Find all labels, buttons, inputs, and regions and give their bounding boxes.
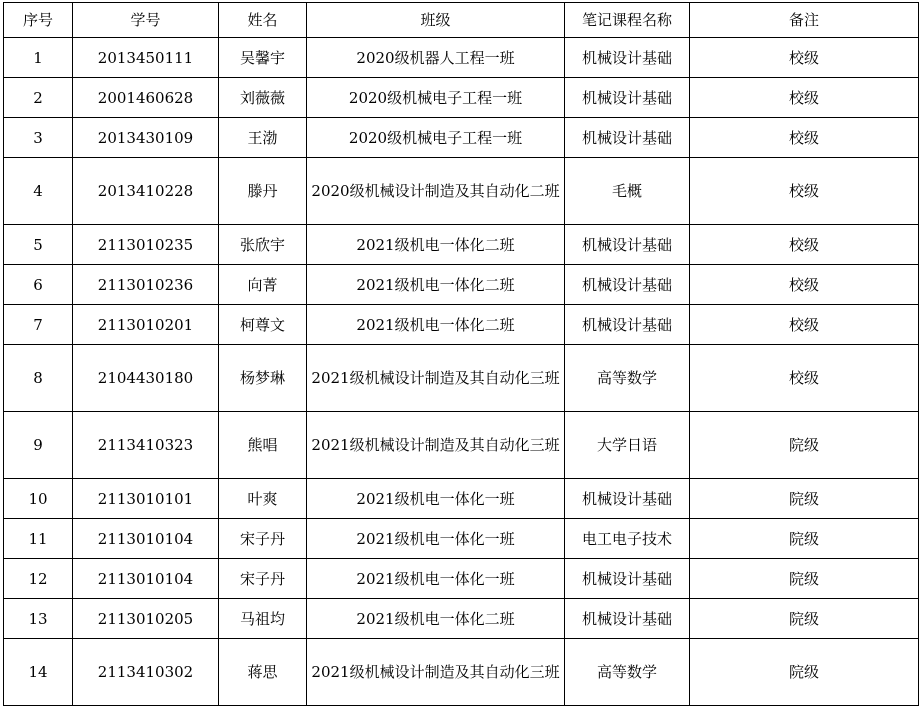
cell-serial-number: 10 xyxy=(4,479,73,519)
cell-serial-number: 12 xyxy=(4,559,73,599)
table-row xyxy=(4,639,919,706)
cell-student-id: 2113010236 xyxy=(73,265,219,305)
table-row xyxy=(4,412,919,479)
table-row xyxy=(4,519,919,559)
class-text: 2020级机械电子工程一班 xyxy=(348,88,523,107)
cell-remark: 院级 xyxy=(690,599,919,639)
cell-class xyxy=(307,412,565,479)
cell-serial-number: 5 xyxy=(4,225,73,265)
cell-serial-number: 6 xyxy=(4,265,73,305)
cell-name: 吴馨宇 xyxy=(219,38,307,78)
header-remark: 备注 xyxy=(690,3,919,38)
cell-serial-number: 9 xyxy=(4,412,73,479)
header-student-id: 学号 xyxy=(73,3,219,38)
class-text: 2021级机电一体化二班 xyxy=(356,609,515,628)
table-row xyxy=(4,265,919,305)
cell-name: 蒋思 xyxy=(219,639,307,706)
cell-class xyxy=(307,265,565,305)
header-name: 姓名 xyxy=(219,3,307,38)
cell-name: 叶爽 xyxy=(219,479,307,519)
cell-class xyxy=(307,599,565,639)
cell-serial-number: 2 xyxy=(4,78,73,118)
cell-student-id: 2113410323 xyxy=(73,412,219,479)
cell-serial-number: 14 xyxy=(4,639,73,706)
cell-class xyxy=(307,158,565,225)
class-text: 2020级机械电子工程一班 xyxy=(348,128,523,147)
cell-class xyxy=(307,519,565,559)
cell-student-id: 2113010104 xyxy=(73,559,219,599)
cell-serial-number: 1 xyxy=(4,38,73,78)
table-row xyxy=(4,38,919,78)
header-class: 班级 xyxy=(307,3,565,38)
cell-course-name: 机械设计基础 xyxy=(565,599,690,639)
header-course-name: 笔记课程名称 xyxy=(565,3,690,38)
cell-student-id: 2013410228 xyxy=(73,158,219,225)
cell-remark: 院级 xyxy=(690,559,919,599)
cell-serial-number: 8 xyxy=(4,345,73,412)
cell-remark: 校级 xyxy=(690,265,919,305)
cell-student-id: 2001460628 xyxy=(73,78,219,118)
header-row xyxy=(4,3,919,38)
cell-remark: 校级 xyxy=(690,118,919,158)
cell-course-name: 机械设计基础 xyxy=(565,118,690,158)
class-text: 2021级机械设计制造及其自动化三班 xyxy=(311,663,560,681)
class-text: 2021级机电一体化一班 xyxy=(356,529,515,548)
cell-student-id: 2013430109 xyxy=(73,118,219,158)
class-text: 2021级机电一体化一班 xyxy=(356,489,515,508)
cell-class xyxy=(307,118,565,158)
cell-class xyxy=(307,345,565,412)
table-body xyxy=(4,38,919,706)
cell-class xyxy=(307,639,565,706)
cell-serial-number: 7 xyxy=(4,305,73,345)
cell-student-id: 2113010201 xyxy=(73,305,219,345)
header-serial-number: 序号 xyxy=(4,3,73,38)
table-row xyxy=(4,78,919,118)
cell-course-name: 大学日语 xyxy=(565,412,690,479)
cell-serial-number: 4 xyxy=(4,158,73,225)
cell-name: 宋子丹 xyxy=(219,519,307,559)
cell-name: 柯尊文 xyxy=(219,305,307,345)
class-text: 2020级机械设计制造及其自动化二班 xyxy=(311,182,560,200)
cell-remark: 校级 xyxy=(690,78,919,118)
cell-course-name: 电工电子技术 xyxy=(565,519,690,559)
cell-name: 滕丹 xyxy=(219,158,307,225)
table-header xyxy=(4,3,919,38)
cell-remark: 院级 xyxy=(690,519,919,559)
cell-name: 马祖均 xyxy=(219,599,307,639)
table-row xyxy=(4,225,919,265)
cell-remark: 校级 xyxy=(690,305,919,345)
class-text: 2021级机电一体化二班 xyxy=(356,315,515,334)
cell-course-name: 机械设计基础 xyxy=(565,479,690,519)
table-row xyxy=(4,118,919,158)
cell-student-id: 2113410302 xyxy=(73,639,219,706)
cell-course-name: 高等数学 xyxy=(565,345,690,412)
cell-name: 张欣宇 xyxy=(219,225,307,265)
cell-course-name: 机械设计基础 xyxy=(565,265,690,305)
class-text: 2020级机器人工程一班 xyxy=(356,48,515,67)
cell-class xyxy=(307,78,565,118)
cell-course-name: 机械设计基础 xyxy=(565,305,690,345)
class-text: 2021级机械设计制造及其自动化三班 xyxy=(311,436,560,454)
cell-remark: 院级 xyxy=(690,639,919,706)
cell-serial-number: 3 xyxy=(4,118,73,158)
cell-course-name: 机械设计基础 xyxy=(565,559,690,599)
cell-remark: 校级 xyxy=(690,38,919,78)
cell-remark: 院级 xyxy=(690,479,919,519)
cell-class xyxy=(307,38,565,78)
cell-course-name: 机械设计基础 xyxy=(565,38,690,78)
table-row xyxy=(4,559,919,599)
cell-course-name: 机械设计基础 xyxy=(565,225,690,265)
cell-name: 王渤 xyxy=(219,118,307,158)
cell-course-name: 机械设计基础 xyxy=(565,78,690,118)
cell-student-id: 2113010235 xyxy=(73,225,219,265)
cell-class xyxy=(307,305,565,345)
cell-remark: 校级 xyxy=(690,225,919,265)
class-text: 2021级机电一体化二班 xyxy=(356,235,515,254)
student-notes-table xyxy=(3,2,919,706)
cell-name: 刘薇薇 xyxy=(219,78,307,118)
cell-student-id: 2113010205 xyxy=(73,599,219,639)
cell-class xyxy=(307,559,565,599)
cell-name: 向菁 xyxy=(219,265,307,305)
cell-remark: 校级 xyxy=(690,345,919,412)
table-row xyxy=(4,479,919,519)
cell-student-id: 2104430180 xyxy=(73,345,219,412)
cell-name: 宋子丹 xyxy=(219,559,307,599)
table-row xyxy=(4,158,919,225)
cell-name: 熊唱 xyxy=(219,412,307,479)
cell-student-id: 2013450111 xyxy=(73,38,219,78)
class-text: 2021级机电一体化一班 xyxy=(356,569,515,588)
cell-serial-number: 11 xyxy=(4,519,73,559)
cell-class xyxy=(307,225,565,265)
cell-course-name: 高等数学 xyxy=(565,639,690,706)
cell-student-id: 2113010104 xyxy=(73,519,219,559)
cell-student-id: 2113010101 xyxy=(73,479,219,519)
class-text: 2021级机械设计制造及其自动化三班 xyxy=(311,369,560,387)
cell-remark: 院级 xyxy=(690,412,919,479)
cell-class xyxy=(307,479,565,519)
table-row xyxy=(4,345,919,412)
table-row xyxy=(4,599,919,639)
class-text: 2021级机电一体化二班 xyxy=(356,275,515,294)
table-row xyxy=(4,305,919,345)
cell-course-name: 毛概 xyxy=(565,158,690,225)
cell-name: 杨梦琳 xyxy=(219,345,307,412)
cell-remark: 校级 xyxy=(690,158,919,225)
cell-serial-number: 13 xyxy=(4,599,73,639)
